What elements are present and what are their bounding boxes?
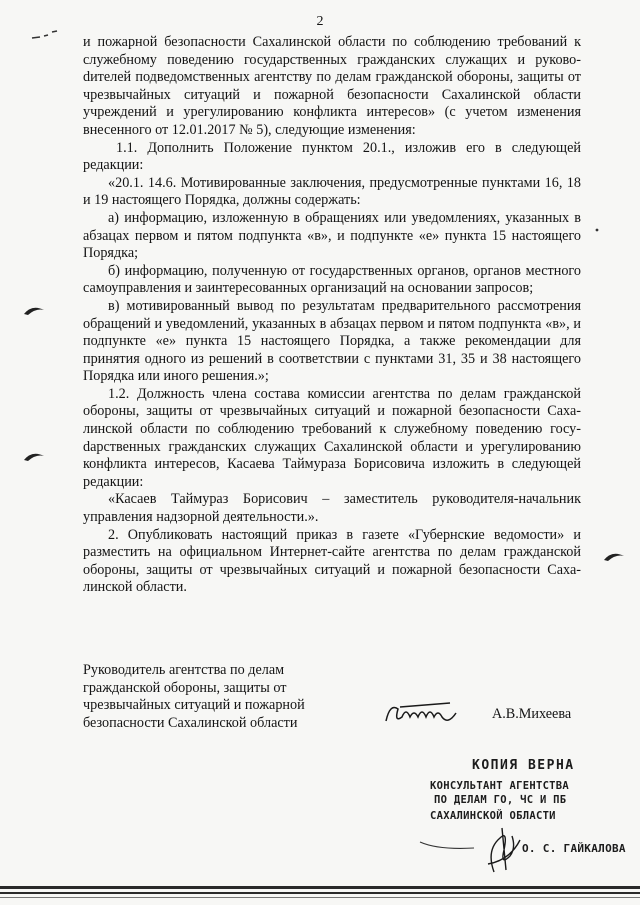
- pen-stroke-mark: [418, 838, 478, 852]
- paragraph-item-1-2: 1.2. Должность члена состава комиссии агентства по делам гражданской обороны, защиты от чрезвычайных ситуаций и пожарной безопасности Сахалинской области по соблюдению требований к служебному поведению госуdарственных гражданских служащих Сахалинской области и урегулированию конфликта интересов, Касаева Таймураза Борисовича изложить в следующей редакции:: [83, 385, 581, 490]
- paragraph-subitem-b: б) информацию, полученную от государственных органов, органов местного самоуправления и заинтересованных организаций на основании запросов;: [83, 262, 581, 297]
- paragraph-new-wording: «Касаев Таймураз Борисович – заместитель руководителя-начальник управления надзорной деятельности.».: [83, 491, 581, 526]
- paragraph-item-1-1: 1.1. Дополнить Положение пунктом 20.1., изложив его в следующей редакции:: [83, 139, 581, 174]
- signatory-title-line: гражданской обороны, защиты от: [83, 679, 287, 696]
- paragraph-item-20-1: «20.1. 14.6. Мотивированные заключения, предусмотренные пунктами 16, 18 и 19 настоящего Порядка, должны содержать:: [83, 174, 581, 209]
- scan-edge-line: [0, 897, 640, 898]
- paragraph-subitem-c: в) мотивированный вывод по результатам предварительного рассмотрения обращений и уведомлений, указанных в абзацах первом и пятом подпункта «в», и подпункте «е» пункта 15 настоящего Порядка, а также рекомендации для принятия одного из решений в соответствии с пунктами 31, 35 и 38 настоящего Порядка или иного решения.»;: [83, 297, 581, 385]
- scan-speck-mark: [22, 302, 48, 318]
- signatory-title-line: чрезвычайных ситуаций и пожарной: [83, 697, 305, 714]
- page-number: 2: [316, 14, 324, 29]
- handwritten-signature: [380, 695, 470, 735]
- scan-edge-line: [0, 886, 640, 889]
- paragraph-intro: и пожарной безопасности Сахалинской области по соблюдению требований к служебному поведению государственных гражданских служащих и руковоdителей подведомственных агентству по делам гражданской обороны, защиты от чрезвычайных ситуаций и пожарной безопасности Сахалинской области учреждений и урегулированию конфликта интересов» (с учетом изменения внесенного от 12.01.2017 № 5), следующие изменения:: [83, 34, 581, 138]
- signatory-name: А.В.Михеева: [492, 706, 572, 722]
- certifier-signature: [480, 820, 540, 880]
- stamp-title: КОПИЯ ВЕРНА: [472, 758, 575, 773]
- signatory-title: [83, 662, 343, 732]
- stamp-line: КОНСУЛЬТАНТ АГЕНТСТВА: [430, 780, 570, 792]
- paragraph-subitem-a: а) информацию, изложенную в обращениях или уведомлениях, указанных в абзацах первом и пятом подпункта «в», и подпункте «е» пункта 15 настоящего Порядка;: [83, 209, 581, 262]
- scan-speck-mark: [593, 226, 601, 234]
- stamp-line: ПО ДЕЛАМ ГО, ЧС И ПБ: [434, 794, 567, 806]
- stamp-line: САХАЛИНСКОЙ ОБЛАСТИ: [430, 810, 556, 822]
- stamp-name: О. С. ГАЙКАЛОВА: [522, 842, 626, 855]
- document-body: [83, 34, 581, 597]
- scan-speck-mark: [22, 448, 48, 464]
- scan-edge-line: [0, 892, 640, 894]
- scan-speck-mark: [30, 28, 60, 44]
- paragraph-item-2: 2. Опубликовать настоящий приказ в газете «Губернские ведомости» и разместить на официальном Интернет-сайте агентства по делам гражданской обороны, защиты от чрезвычайных ситуаций и пожарной безопасности Сахалинской области.: [83, 526, 581, 596]
- signatory-title-line: Руководитель агентства по делам: [83, 662, 285, 678]
- scan-speck-mark: [602, 548, 628, 564]
- signatory-title-line: безопасности Сахалинской области: [83, 714, 298, 731]
